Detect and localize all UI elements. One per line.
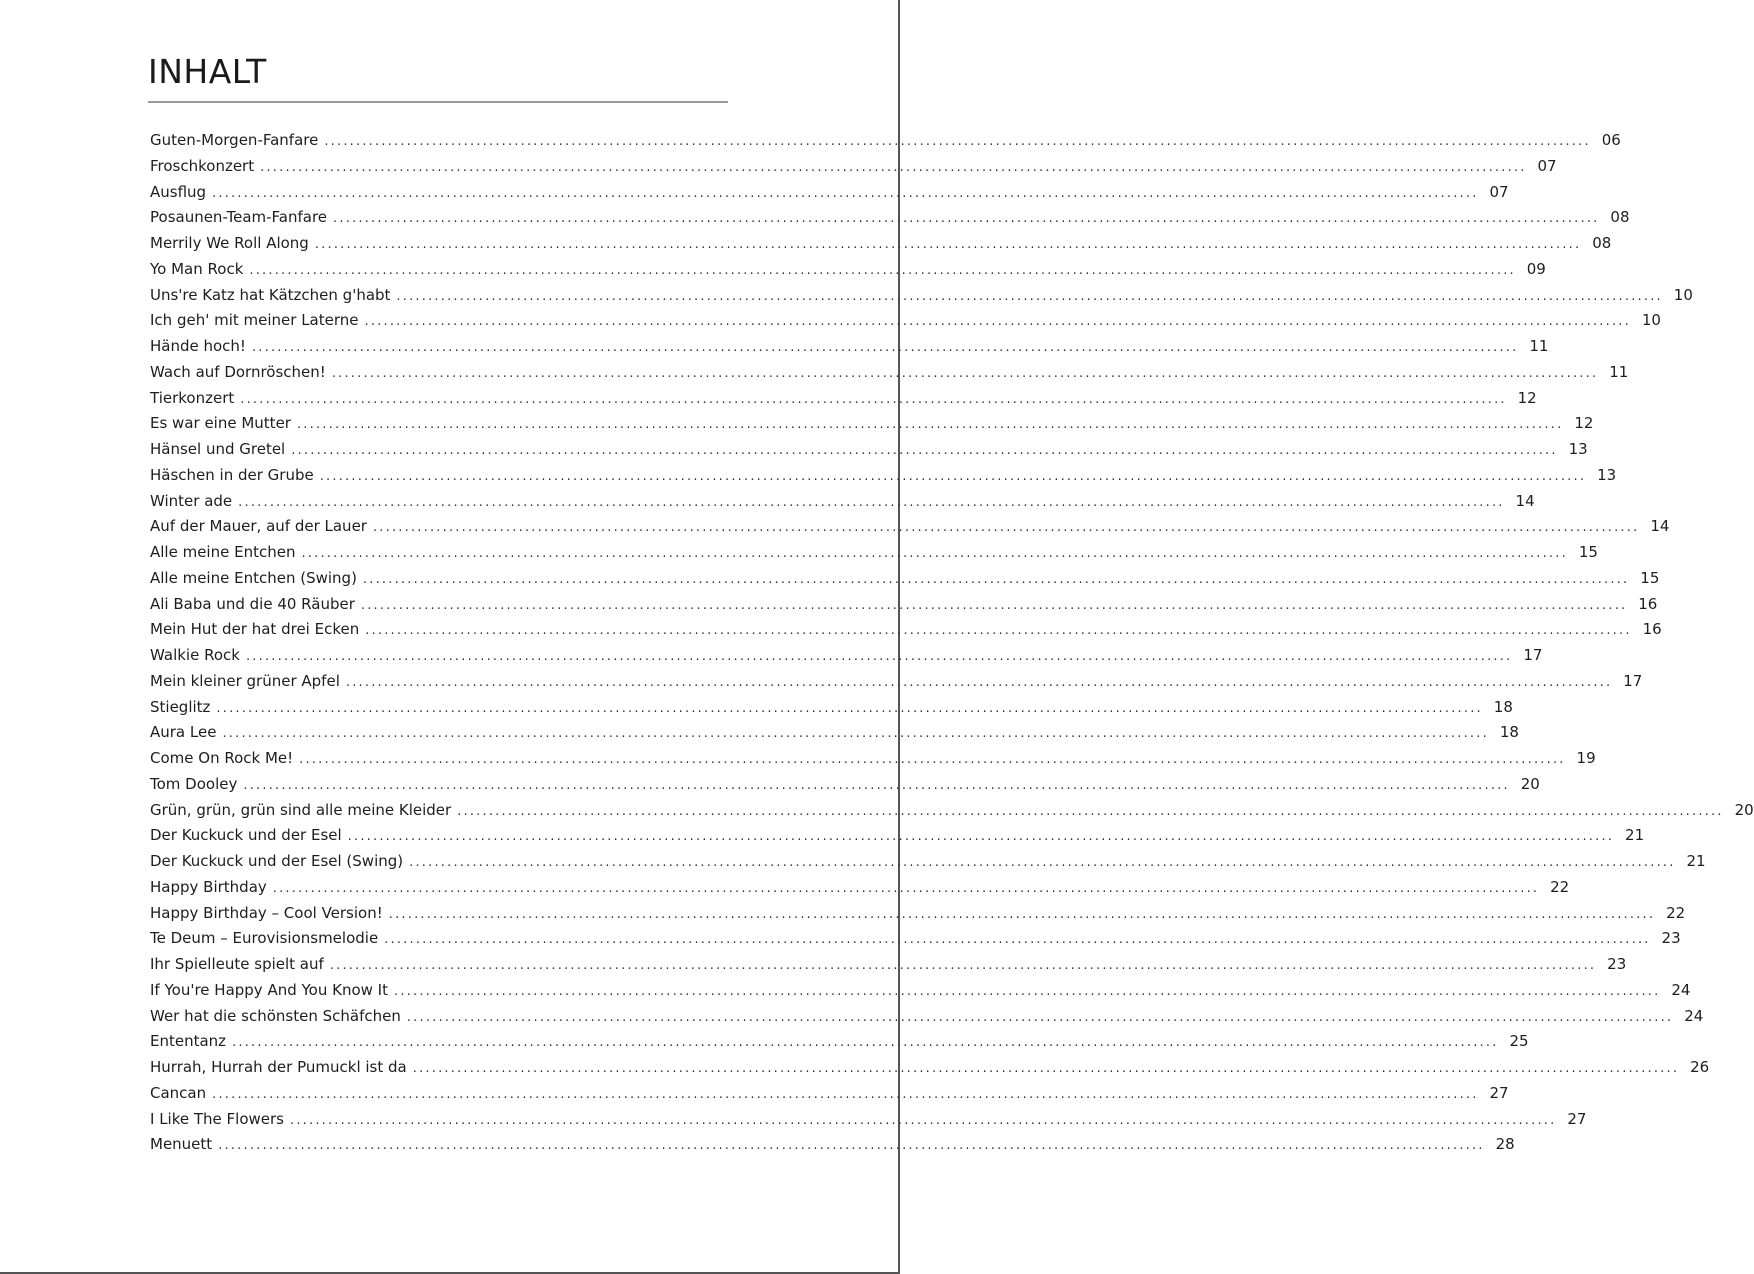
toc-entry-page-number: 23: [1661, 929, 1681, 948]
dot-leader: ........................................................................................................................................................................................................: [212, 1086, 1479, 1102]
toc-entry-title: Wer hat die schönsten Schäfchen: [150, 1006, 401, 1025]
toc-entry[interactable]: [150, 231, 1612, 257]
toc-entry-title: I Like The Flowers: [150, 1109, 284, 1128]
dot-leader: ........................................................................................................................................................................................................: [372, 520, 1640, 536]
toc-entry-page-number: 12: [1574, 414, 1594, 433]
toc-entry[interactable]: [150, 643, 1543, 669]
dot-leader: ........................................................................................................................................................................................................: [364, 314, 1631, 330]
toc-entry[interactable]: [150, 334, 1549, 360]
toc-entry-page-number: 11: [1609, 362, 1629, 381]
dot-leader: ........................................................................................................................................................................................................: [272, 880, 1540, 896]
toc-entry[interactable]: [150, 849, 1706, 875]
toc-entry-page-number: 20: [1734, 800, 1754, 819]
toc-entry-title: Menuett: [150, 1135, 213, 1154]
toc-entry-title: Posaunen-Team-Fanfare: [150, 208, 328, 227]
toc-entry-title: Hänsel und Gretel: [150, 440, 286, 458]
toc-entry[interactable]: [150, 1029, 1529, 1055]
toc-entry[interactable]: [150, 360, 1629, 386]
toc-entry[interactable]: [150, 798, 1754, 824]
toc-entry[interactable]: [150, 180, 1509, 206]
dot-leader: ........................................................................................................................................................................................................: [314, 237, 1582, 252]
dot-leader: ........................................................................................................................................................................................................: [216, 700, 1483, 716]
toc-entry-title: Hände hoch!: [150, 337, 246, 355]
dot-leader: ........................................................................................................................................................................................................: [218, 1138, 1485, 1154]
dot-leader: ........................................................................................................................................................................................................: [409, 855, 1676, 870]
dot-leader: ........................................................................................................................................................................................................: [249, 262, 1516, 278]
toc-entry-page-number: 27: [1567, 1109, 1587, 1128]
dot-leader: ........................................................................................................................................................................................................: [394, 983, 1661, 999]
toc-entry-page-number: 13: [1597, 465, 1617, 484]
toc-entry-page-number: 16: [1638, 594, 1658, 613]
toc-entry-title: Tom Dooley: [150, 774, 238, 793]
dot-leader: ........................................................................................................................................................................................................: [331, 365, 1599, 381]
toc-entry[interactable]: [150, 1081, 1509, 1107]
dot-leader: ........................................................................................................................................................................................................: [333, 211, 1600, 227]
toc-entry[interactable]: [150, 669, 1643, 695]
toc-entry-title: Alle meine Entchen: [150, 543, 296, 561]
dot-leader: ........................................................................................................................................................................................................: [222, 726, 1489, 742]
table-of-contents: [150, 128, 1754, 1158]
toc-entry-page-number: 18: [1493, 697, 1513, 716]
dot-leader: ........................................................................................................................................................................................................: [296, 417, 1564, 433]
toc-entry-page-number: 25: [1509, 1032, 1529, 1051]
toc-entry[interactable]: [150, 901, 1686, 927]
dot-leader: ........................................................................................................................................................................................................: [329, 958, 1597, 973]
toc-entry-title: Come On Rock Me!: [150, 749, 294, 767]
dot-leader: ........................................................................................................................................................................................................: [412, 1061, 1680, 1076]
dot-leader: ........................................................................................................................................................................................................: [299, 752, 1566, 767]
toc-entry-page-number: 23: [1607, 955, 1627, 973]
dot-leader: ........................................................................................................................................................................................................: [347, 829, 1615, 845]
dot-leader: ........................................................................................................................................................................................................: [251, 340, 1519, 355]
dot-leader: ........................................................................................................................................................................................................: [243, 777, 1510, 793]
toc-entry-page-number: 14: [1515, 491, 1535, 510]
toc-entry-title: Ausflug: [150, 182, 207, 201]
toc-entry-title: Grün, grün, grün sind alle meine Kleider: [150, 800, 452, 819]
toc-entry-page-number: 11: [1529, 337, 1549, 355]
toc-entry[interactable]: [150, 746, 1596, 772]
dot-leader: ........................................................................................................................................................................................................: [238, 494, 1505, 510]
toc-entry[interactable]: [150, 926, 1681, 952]
toc-entry[interactable]: [150, 154, 1557, 180]
toc-entry[interactable]: [150, 489, 1535, 515]
toc-entry-page-number: 10: [1673, 285, 1693, 304]
toc-entry[interactable]: [150, 566, 1660, 592]
toc-entry[interactable]: [150, 205, 1630, 231]
dot-leader: ........................................................................................................................................................................................................: [291, 443, 1558, 458]
toc-entry[interactable]: [150, 1132, 1515, 1158]
toc-entry[interactable]: [150, 128, 1621, 154]
toc-entry[interactable]: [150, 1107, 1587, 1133]
toc-entry-page-number: 09: [1526, 259, 1546, 278]
toc-entry-title: Uns're Katz hat Kätzchen g'habt: [150, 285, 391, 304]
toc-entry-title: Alle meine Entchen (Swing): [150, 568, 357, 587]
dot-leader: ........................................................................................................................................................................................................: [345, 674, 1613, 690]
toc-entry-page-number: 17: [1623, 671, 1643, 690]
toc-entry-title: Happy Birthday – Cool Version!: [150, 903, 383, 922]
toc-entry-title: Ich geh' mit meiner Laterne: [150, 311, 359, 330]
dot-leader: ........................................................................................................................................................................................................: [301, 546, 1568, 561]
toc-entry-page-number: 08: [1592, 234, 1612, 252]
toc-entry[interactable]: [150, 540, 1598, 566]
dot-leader: ........................................................................................................................................................................................................: [289, 1112, 1557, 1128]
toc-entry-title: Stieglitz: [150, 697, 211, 716]
toc-entry[interactable]: [150, 283, 1693, 309]
toc-entry-page-number: 08: [1610, 208, 1630, 227]
toc-entry-page-number: 26: [1690, 1058, 1710, 1076]
toc-entry-title: Cancan: [150, 1083, 207, 1102]
dot-leader: ........................................................................................................................................................................................................: [240, 391, 1507, 407]
dot-leader: ........................................................................................................................................................................................................: [406, 1009, 1674, 1025]
toc-entry[interactable]: [150, 1004, 1704, 1030]
toc-entry-title: Aura Lee: [150, 723, 217, 742]
toc-entry[interactable]: [150, 952, 1627, 978]
toc-entry-title: Hurrah, Hurrah der Pumuckl ist da: [150, 1058, 407, 1076]
toc-entry-page-number: 12: [1517, 388, 1537, 407]
toc-entry-page-number: 22: [1666, 903, 1686, 922]
toc-entry-title: Mein Hut der hat drei Ecken: [150, 620, 360, 639]
dot-leader: ........................................................................................................................................................................................................: [212, 185, 1479, 201]
dot-leader: ........................................................................................................................................................................................................: [388, 906, 1656, 922]
toc-entry-page-number: 06: [1601, 131, 1621, 149]
toc-entry[interactable]: [150, 875, 1570, 901]
toc-entry-page-number: 16: [1642, 620, 1662, 639]
dot-leader: ........................................................................................................................................................................................................: [245, 649, 1513, 664]
toc-entry-title: Guten-Morgen-Fanfare: [150, 131, 319, 149]
dot-leader: ........................................................................................................................................................................................................: [324, 134, 1591, 149]
toc-entry-title: Yo Man Rock: [150, 259, 244, 278]
toc-entry[interactable]: [150, 463, 1617, 489]
toc-entry-title: Winter ade: [150, 491, 233, 510]
toc-entry[interactable]: [150, 257, 1546, 283]
toc-entry-page-number: 13: [1568, 440, 1588, 458]
toc-entry[interactable]: [150, 772, 1540, 798]
toc-entry-title: If You're Happy And You Know It: [150, 980, 388, 999]
toc-entry-page-number: 15: [1578, 543, 1598, 561]
toc-entry[interactable]: [150, 411, 1594, 437]
toc-entry[interactable]: [150, 437, 1588, 463]
toc-entry-page-number: 19: [1576, 749, 1596, 767]
toc-entry-title: Te Deum – Eurovisionsmelodie: [150, 929, 379, 948]
toc-entry-page-number: 15: [1640, 568, 1660, 587]
toc-entry-title: Ali Baba und die 40 Räuber: [150, 594, 355, 613]
toc-entry[interactable]: [150, 720, 1519, 746]
dot-leader: ........................................................................................................................................................................................................: [362, 571, 1630, 587]
toc-entry[interactable]: [150, 978, 1691, 1004]
toc-entry-page-number: 24: [1684, 1006, 1704, 1025]
toc-entry-page-number: 20: [1520, 774, 1540, 793]
toc-entry-title: Häschen in der Grube: [150, 465, 314, 484]
title-divider: [148, 101, 728, 103]
toc-entry-title: Der Kuckuck und der Esel (Swing): [150, 852, 404, 870]
toc-entry-title: Der Kuckuck und der Esel: [150, 826, 342, 845]
toc-entry[interactable]: [150, 386, 1537, 412]
toc-entry-title: Happy Birthday: [150, 877, 267, 896]
dot-leader: ........................................................................................................................................................................................................: [365, 623, 1632, 639]
toc-entry-title: Mein kleiner grüner Apfel: [150, 671, 340, 690]
dot-leader: ........................................................................................................................................................................................................: [260, 159, 1527, 175]
toc-entry-title: Walkie Rock: [150, 646, 240, 664]
toc-entry[interactable]: [150, 823, 1645, 849]
toc-entry-page-number: 07: [1537, 156, 1557, 175]
dot-leader: ........................................................................................................................................................................................................: [319, 468, 1587, 484]
toc-entry-title: Ihr Spielleute spielt auf: [150, 955, 324, 973]
toc-entry-page-number: 14: [1650, 517, 1670, 536]
page-title: INHALT: [148, 52, 267, 91]
toc-entry-page-number: 22: [1550, 877, 1570, 896]
toc-entry[interactable]: [150, 592, 1658, 618]
toc-entry-page-number: 21: [1625, 826, 1645, 845]
dot-leader: ........................................................................................................................................................................................................: [396, 288, 1663, 304]
dot-leader: ........................................................................................................................................................................................................: [360, 597, 1628, 613]
dot-leader: ........................................................................................................................................................................................................: [384, 932, 1651, 948]
toc-entry[interactable]: [150, 514, 1670, 540]
toc-entry-title: Tierkonzert: [150, 388, 235, 407]
toc-entry[interactable]: [150, 308, 1661, 334]
toc-entry-page-number: 21: [1686, 852, 1706, 870]
toc-entry[interactable]: [150, 617, 1662, 643]
toc-entry-title: Auf der Mauer, auf der Lauer: [150, 517, 367, 536]
toc-entry-title: Froschkonzert: [150, 156, 255, 175]
toc-entry-title: Es war eine Mutter: [150, 414, 291, 433]
dot-leader: ........................................................................................................................................................................................................: [232, 1035, 1499, 1051]
toc-entry-page-number: 27: [1489, 1083, 1509, 1102]
toc-entry-page-number: 28: [1495, 1135, 1515, 1154]
toc-entry-page-number: 18: [1499, 723, 1519, 742]
toc-entry[interactable]: [150, 695, 1513, 721]
toc-entry-page-number: 07: [1489, 182, 1509, 201]
toc-entry-title: Ententanz: [150, 1032, 227, 1051]
toc-entry-title: Merrily We Roll Along: [150, 234, 309, 252]
toc-entry-page-number: 10: [1641, 311, 1661, 330]
toc-entry-page-number: 24: [1671, 980, 1691, 999]
dot-leader: ........................................................................................................................................................................................................: [457, 803, 1724, 819]
toc-entry-page-number: 17: [1523, 646, 1543, 664]
toc-entry[interactable]: [150, 1055, 1710, 1081]
toc-entry-title: Wach auf Dornröschen!: [150, 362, 326, 381]
